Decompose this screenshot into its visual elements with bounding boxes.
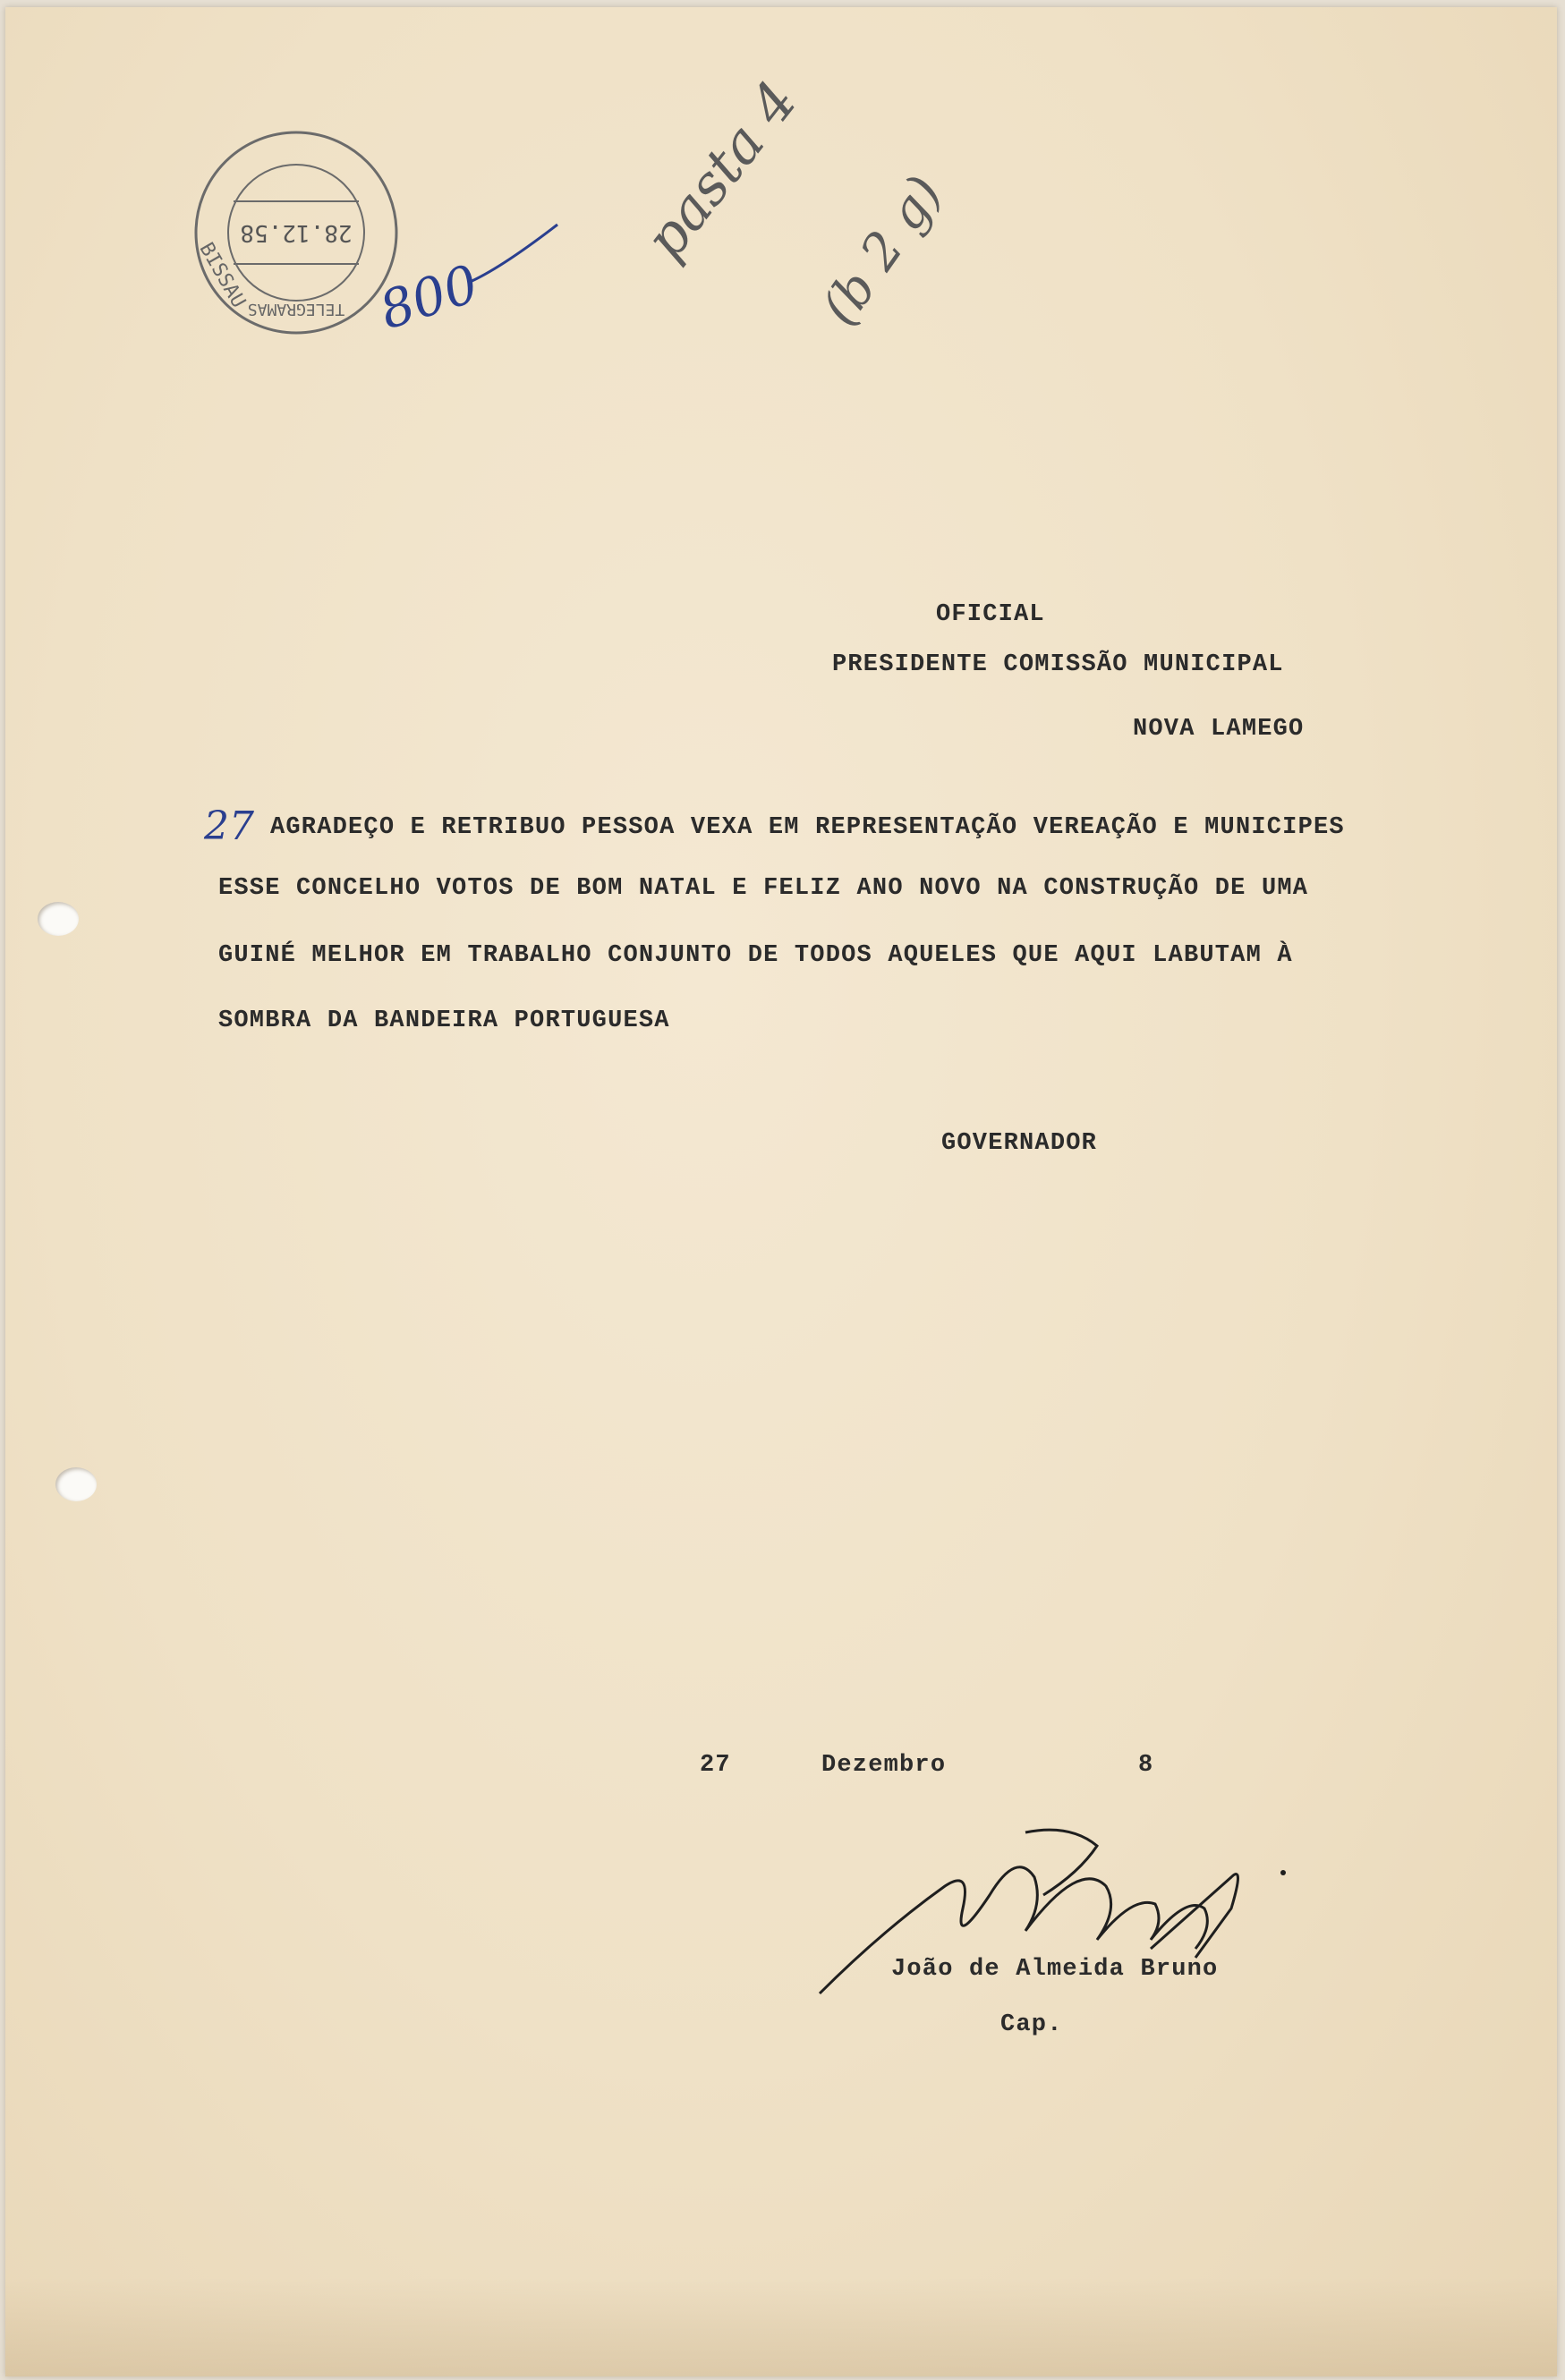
header-oficial: OFICIAL: [936, 601, 1045, 628]
header-recipient: PRESIDENTE COMISSÃO MUNICIPAL: [832, 651, 1284, 678]
stamp-date: 28.12.58: [240, 219, 353, 246]
sender: GOVERNADOR: [941, 1130, 1098, 1157]
body-line-3: GUINÉ MELHOR EM TRABALHO CONJUNTO DE TODOS AQUELES QUE AQUI LABUTAM À: [218, 942, 1293, 969]
document-page: [5, 7, 1557, 2376]
body-line-2: ESSE CONCELHO VOTOS DE BOM NATAL E FELIZ ANO NOVO NA CONSTRUÇÃO DE UMA: [218, 875, 1309, 902]
body-line-1: AGRADEÇO E RETRIBUO PESSOA VEXA EM REPRESENTAÇÃO VEREAÇÃO E MUNICIPES: [270, 814, 1345, 841]
punch-hole-top: [38, 902, 79, 936]
handwritten-paragraph-number: 27: [204, 803, 254, 849]
stamp-city: BISSAU: [194, 239, 250, 312]
handwritten-number: 800: [372, 252, 486, 342]
signatory-name: João de Almeida Bruno: [891, 1956, 1219, 1983]
pencil-note-ref: (b 2 g): [811, 166, 955, 336]
pencil-note-pasta: pasta 4: [632, 69, 810, 271]
signatory-rank: Cap.: [1000, 2011, 1063, 2038]
check-mark-icon: [464, 220, 562, 292]
paper-edge-shading: [5, 2278, 1557, 2376]
postal-stamp-icon: [189, 125, 404, 340]
stamp-service: TELEGRAMAS: [247, 300, 345, 319]
punch-hole-bottom: [55, 1467, 97, 1501]
date-year: 8: [1138, 1752, 1154, 1779]
body-line-4: SOMBRA DA BANDEIRA PORTUGUESA: [218, 1007, 670, 1034]
date-month: Dezembro: [821, 1752, 947, 1779]
header-location: NOVA LAMEGO: [1133, 716, 1305, 743]
date-day: 27: [700, 1752, 731, 1779]
